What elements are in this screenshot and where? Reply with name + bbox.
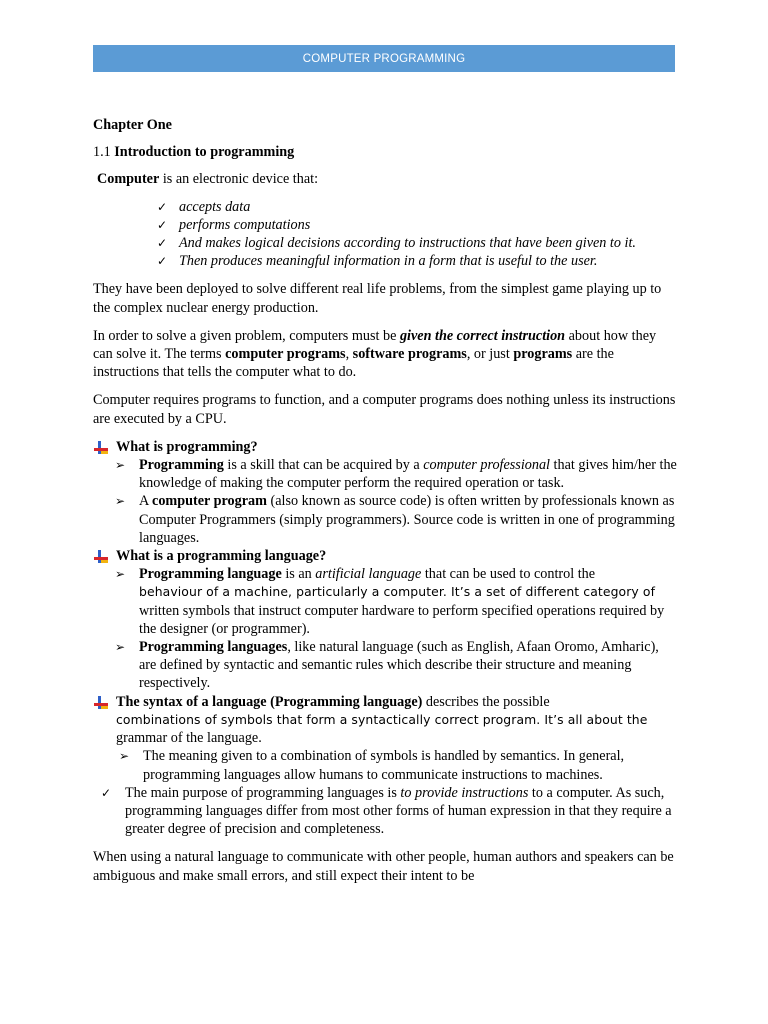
list-item bbox=[157, 198, 678, 216]
checkmark-icon: ✓ bbox=[101, 785, 112, 800]
text-run: (also known as source code) is often written by professionals known as Computer Programmers (simply programmers). Source code is written in one of programming languages. bbox=[139, 493, 675, 546]
text-run: written symbols that instruct computer hardware to perform specified operations required by the designer (or programmer). bbox=[139, 602, 665, 637]
list-item bbox=[93, 784, 678, 839]
list-item-text: And makes logical decisions according to instructions that have been given to it. bbox=[179, 235, 636, 252]
list-item bbox=[93, 456, 678, 492]
syntax-text bbox=[116, 693, 678, 748]
text-run: A bbox=[139, 493, 153, 510]
text-run: to a computer. As such, programming languages differ from most other forms of human expression in that they require a greater degree of precision and completeness. bbox=[125, 784, 672, 838]
syntax-heading-item bbox=[93, 693, 678, 748]
list-item-text: The meaning given to a combination of symbols is handled by semantics. In general, programming languages allow humans to communicate instructions to machines. bbox=[143, 748, 625, 783]
chapter-heading: Chapter One bbox=[93, 117, 172, 133]
checkmark-icon: ✓ bbox=[157, 254, 168, 269]
text-run: that gives him/her the knowledge of making the computer perform the required operation or task. bbox=[139, 457, 677, 492]
checkmark-icon: ✓ bbox=[157, 199, 168, 214]
list-item bbox=[93, 747, 678, 783]
arrow-bullet-icon: ➢ bbox=[115, 494, 126, 509]
computer-tick-list bbox=[93, 198, 678, 271]
paragraph-instructions bbox=[93, 327, 678, 382]
list-item bbox=[93, 638, 678, 693]
list-item-text bbox=[125, 784, 678, 839]
computer-def-rest: is an electronic device that: bbox=[159, 171, 319, 188]
bold-term: Programming language bbox=[139, 566, 282, 583]
colored-square-bullet-icon bbox=[93, 547, 116, 565]
question-heading: What is a programming language? bbox=[116, 548, 327, 565]
text-run: behaviour of a machine, particularly a computer. It’s a set of different category of bbox=[139, 584, 656, 600]
bold-term: ) bbox=[417, 693, 423, 710]
list-item bbox=[157, 234, 678, 252]
arrow-bullet-icon: ➢ bbox=[115, 458, 126, 473]
text-run: are the instructions that tells the computer what to do. bbox=[93, 346, 614, 381]
bold-term: software programs bbox=[352, 346, 467, 363]
header-bar bbox=[93, 45, 675, 72]
checkmark-icon: ✓ bbox=[157, 236, 168, 251]
question-heading: What is programming? bbox=[116, 438, 258, 455]
list-item-text bbox=[139, 456, 678, 492]
computer-definition bbox=[93, 170, 678, 188]
bold-term: computer programs bbox=[225, 346, 346, 363]
section-number: 1.1 bbox=[93, 144, 111, 161]
text-run: combinations of symbols that form a syntactically correct program. It’s all about the bbox=[116, 711, 648, 727]
header-title: COMPUTER PROGRAMMING bbox=[302, 52, 466, 65]
text-run: describes the possible bbox=[422, 693, 550, 710]
section-title: Introduction to programming bbox=[114, 144, 295, 161]
bold-term: programs bbox=[513, 346, 573, 363]
emphasis-text: to provide instructions bbox=[400, 784, 529, 801]
checkmark-icon: ✓ bbox=[157, 217, 168, 232]
list-item-text: accepts data bbox=[179, 198, 251, 215]
colored-square-bullet-icon bbox=[93, 693, 116, 711]
text-run: , like natural language (such as English, Afaan Oromo, Amharic), are defined by syntactic and semantic rules which describe their structure and meaning respectively. bbox=[139, 639, 659, 692]
computer-term: Computer bbox=[97, 171, 160, 188]
list-item-text bbox=[139, 638, 678, 693]
question-what-is-language bbox=[93, 547, 678, 565]
list-item-text: performs computations bbox=[179, 216, 311, 233]
text-run: that can be used to control the bbox=[421, 566, 596, 583]
emphasis-text: artificial language bbox=[315, 566, 422, 583]
list-item-text: Then produces meaningful information in a form that is useful to the user. bbox=[179, 253, 598, 270]
text-run: , bbox=[345, 346, 353, 363]
text-run: In order to solve a given problem, computers must be bbox=[93, 327, 400, 344]
bold-term: The syntax of a language (Programming language bbox=[116, 693, 418, 710]
emphasis-text: given the correct instruction bbox=[399, 327, 566, 344]
text-run: is a skill that can be acquired by a bbox=[223, 457, 424, 474]
text-run: , or just bbox=[466, 346, 514, 363]
section-heading bbox=[93, 143, 678, 161]
bold-term: Programming bbox=[139, 457, 224, 474]
text-run: grammar of the language. bbox=[116, 730, 262, 747]
list-item bbox=[93, 492, 678, 547]
arrow-bullet-icon: ➢ bbox=[115, 640, 126, 655]
bold-term: computer program bbox=[152, 493, 267, 510]
list-item bbox=[93, 565, 678, 638]
document-body bbox=[93, 116, 678, 885]
paragraph-applications: They have been deployed to solve different real life problems, from the simplest game playing up to the complex nuclear energy production. bbox=[93, 281, 662, 316]
list-item-text bbox=[139, 492, 678, 547]
arrow-bullet-icon: ➢ bbox=[115, 567, 126, 582]
paragraph-natural-language: When using a natural language to communicate with other people, human authors and speakers can be ambiguous and make small errors, and still expect their intent to be bbox=[93, 849, 674, 884]
bold-term: Programming languages bbox=[139, 639, 288, 656]
list-item-text bbox=[139, 565, 678, 638]
arrow-bullet-icon: ➢ bbox=[119, 749, 130, 764]
colored-square-bullet-icon bbox=[93, 438, 116, 456]
text-run: The main purpose of programming languages is bbox=[125, 784, 401, 801]
list-item bbox=[157, 216, 678, 234]
paragraph-cpu: Computer requires programs to function, and a computer programs does nothing unless its instructions are executed by a CPU. bbox=[93, 392, 676, 427]
emphasis-text: computer professional bbox=[423, 457, 550, 474]
text-run: is an bbox=[281, 566, 316, 583]
question-what-is-programming bbox=[93, 438, 678, 456]
list-item bbox=[157, 252, 678, 270]
text-run: about how they can solve it. The terms bbox=[93, 327, 657, 363]
